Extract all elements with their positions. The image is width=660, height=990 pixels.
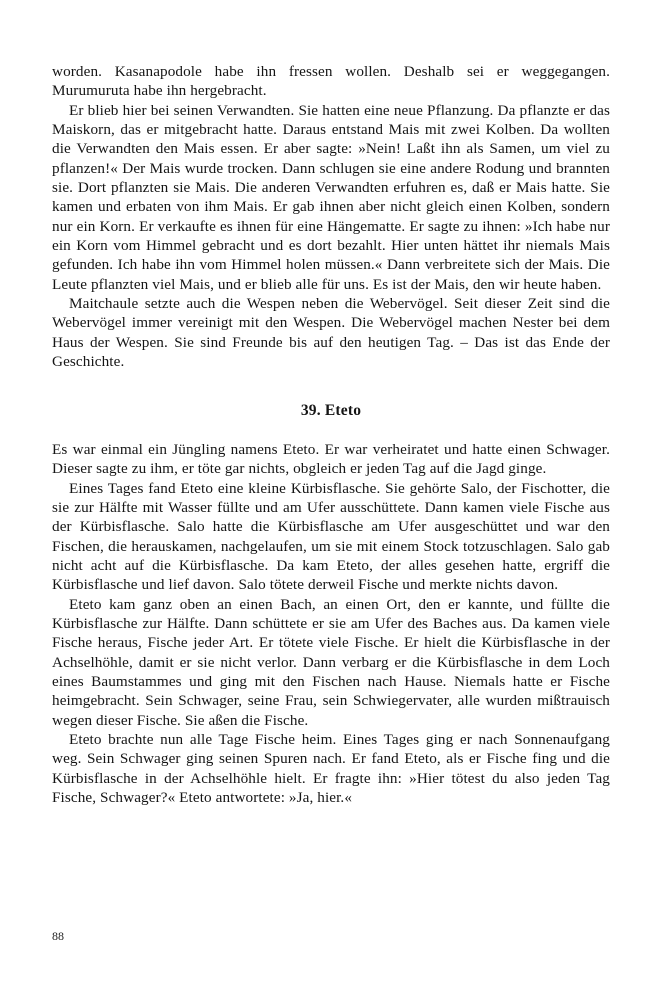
paragraph-story39-bach: Eteto kam ganz oben an einen Bach, an einen Ort, den er kannte, und füllte die Kürbisflasche zur Hälfte. Dann schüttete er sie am Ufer des Baches aus. Da kamen viele Fische heraus, Fische jeder Art. Er tötete viele Fische. Er hielt die Kürbisflasche in der Achselhöhle, damit er sie nicht verlor. Dann verbarg er die Kürbisflasche in dem Loch eines Baumstammes und ging mit den Fischen nach Hause. Niemals hatte er Fische heimgebracht. Sein Schwager, seine Frau, sein Schwiegervater, alle wurden mißtrauisch wegen dieser Fische. Sie aßen die Fische. <box>52 595 610 729</box>
paragraph-story38-continuation: worden. Kasanapodole habe ihn fressen wollen. Deshalb sei er weggegangen. Murumuruta habe ihn hergebracht. <box>52 63 610 100</box>
paragraph-story39-opening: Es war einmal ein Jüngling namens Eteto. Er war verheiratet und hatte einen Schwager. Dieser sagte zu ihm, er töte gar nichts, obgleich er jeden Tag auf die Jagd ginge. <box>52 440 610 478</box>
text-column <box>52 62 610 807</box>
paragraph-story38-mais: Er blieb hier bei seinen Verwandten. Sie hatten eine neue Pflanzung. Da pflanzte er das Maiskorn, das er mitgebracht hatte. Daraus entstand Mais mit zwei Kolben. Da wollten die Verwandten den Mais essen. Er aber sagte: »Nein! Laßt ihn als Samen, um viel zu pflanzen!« Der Mais wurde trocken. Dann schlugen sie eine andere Rodung und brannten sie. Dort pflanzten sie Mais. Die anderen Verwandten erfuhren es, daß er Mais hatte. Sie kamen und erbaten von ihm Mais. Er gab ihnen aber nicht gleich einen Kolben, sondern nur ein Korn. Er verkaufte es ihnen für eine Hängematte. Er sagte zu ihnen: »Ich habe nur ein Korn vom Himmel gebracht und es dort bezahlt. Hier unten hättet ihr niemals Mais gefunden. Ich habe ihn vom Himmel holen müssen.« Dann verbreitete sich der Mais. Die Leute pflanzten viel Mais, und er blieb alle für uns. Es ist der Mais, den wir heute haben. <box>52 101 610 293</box>
chapter-heading: 39. Eteto <box>300 401 362 419</box>
paragraph-story39-kuerbisflasche: Eines Tages fand Eteto eine kleine Kürbisflasche. Sie gehörte Salo, der Fischotter, die sie zur Hälfte mit Wasser füllte und am Ufer ausschüttete. Dann kamen viele Fische aus der Kürbisflasche. Salo hatte die Kürbisflasche am Ufer ausgeschüttet und war den Fischen, die herauskamen, nachgelaufen, um sie mit einem Stock totzuschlagen. Salo gab nicht acht auf die Kürbisflasche. Da kam Eteto, der alles gesehen hatte, ergriff die Kürbisflasche und lief davon. Salo tötete derweil Fische und merkte nichts davon. <box>52 479 610 594</box>
paragraph-story39-schwager: Eteto brachte nun alle Tage Fische heim. Eines Tages ging er nach Sonnenaufgang weg. Sein Schwager ging seinen Spuren nach. Er fand Eteto, als er Fische fing und die Kürbisflasche in der Achselhöhle hielt. Er fragte ihn: »Hier tötest du also jeden Tag Fische, Schwager?« Eteto antwortete: »Ja, hier.« <box>52 731 610 807</box>
paragraph-story38-ende: Maitchaule setzte auch die Wespen neben die Webervögel. Seit dieser Zeit sind die Webervögel immer vereinigt mit den Wespen. Die Webervögel machen Nester bei dem Haus der Wespen. Sie sind Freunde bis auf den heutigen Tag. – Das ist das Ende der Geschichte. <box>52 295 610 371</box>
page-number: 88 <box>52 929 64 943</box>
